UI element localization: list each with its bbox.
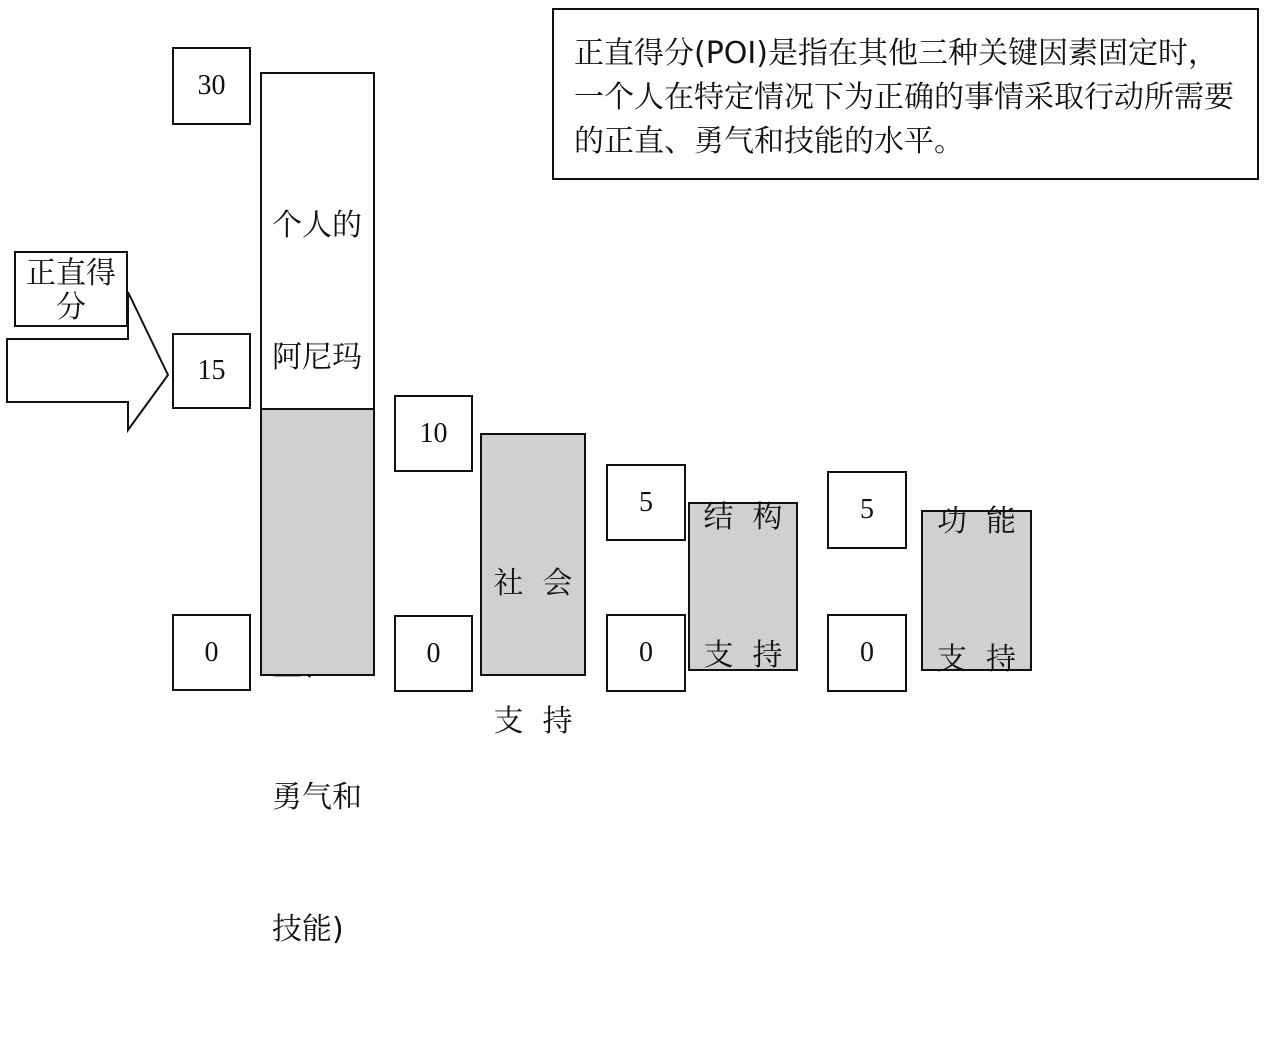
bar-social-label — [493, 435, 572, 837]
bar-structural-label-line: 结 构 — [703, 499, 783, 535]
bar-social-label-line: 社 会 — [493, 566, 573, 601]
definition-note-text: 正直得分(POI)是指在其他三种关键因素固定时，一个人在特定情况下为正确的事情采取行动所需要的正直、勇气和技能的水平。 — [574, 36, 1234, 159]
scale-label-personal-bottom: 0 — [172, 614, 251, 691]
scale-label-personal-mid: 15 — [172, 333, 251, 409]
bar-personal-filled — [260, 408, 375, 676]
bar-social — [480, 433, 586, 739]
bar-personal-upper — [260, 72, 375, 947]
bar-social-label-line: 支 持 — [493, 704, 573, 739]
bar-personal-label-line: 技能) — [272, 912, 344, 947]
integrity-score-label-text: 正直得分 — [26, 256, 116, 325]
bar-functional — [921, 503, 1032, 677]
scale-label-functional-top: 5 — [827, 471, 907, 549]
scale-label-social-top: 10 — [394, 395, 473, 472]
scale-label-social-bottom: 0 — [394, 615, 473, 692]
bar-structural — [688, 499, 798, 673]
input-arrow-shape — [7, 292, 168, 430]
bar-functional-label-line: 支 持 — [936, 641, 1017, 677]
scale-label-structural-bottom: 0 — [606, 614, 686, 692]
bar-personal-label-line: 个人的 — [272, 208, 362, 243]
bar-functional-label-line: 功 能 — [936, 503, 1017, 539]
scale-label-personal-top: 30 — [172, 47, 251, 125]
bar-functional-label — [937, 407, 1016, 775]
bar-structural-label — [703, 403, 782, 771]
bar-personal-label-line: 阿尼玛 — [272, 340, 362, 375]
bar-personal-label-line: 勇气和 — [272, 780, 362, 815]
scale-label-structural-top: 5 — [606, 464, 686, 541]
bar-structural-label-line: 支 持 — [703, 637, 783, 673]
scale-label-functional-bottom: 0 — [827, 614, 907, 692]
